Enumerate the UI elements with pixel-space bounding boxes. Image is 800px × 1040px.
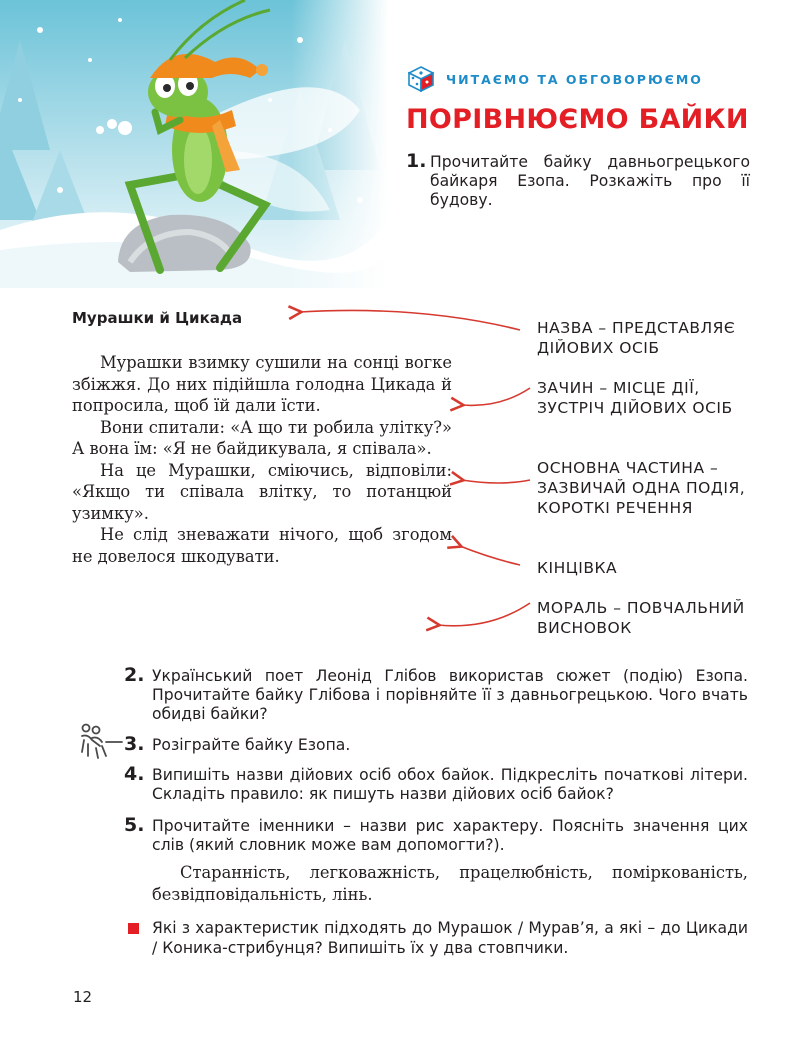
fable-paragraph: Вони спитали: «А що ти робила улітку?» А вона їм: «Я не байдикувала, я співала».: [72, 417, 452, 458]
task-number: 5.: [124, 814, 145, 836]
traits-list: Старанність, легковажність, працелюбність, поміркованість, безвідповідальність, лінь.: [152, 863, 748, 904]
arrow-moral: [438, 603, 530, 626]
task-text: Прочитайте іменники – назви рис характеру. Поясніть значення цих слів (який словник може вам допомогти?).: [152, 817, 748, 854]
page-title: ПОРІВНЮЄМО БАЙКИ: [406, 104, 749, 135]
task-4: [124, 763, 748, 804]
arrow-main: [462, 480, 530, 483]
fable-paragraph: Мурашки взимку сушили на сонці вогке збіжжя. До них підійшла голодна Цикада й попросила, щоб їй дали їсти.: [72, 353, 452, 415]
task-number: 4.: [124, 763, 145, 785]
fable-title: Мурашки й Цикада: [72, 309, 243, 327]
fable-paragraph: На це Мурашки, сміючись, відповіли: «Якщо ти співала влітку, то потанцюй узимку».: [72, 460, 452, 523]
task-1: [406, 150, 750, 210]
arrow-beginning: [462, 388, 530, 405]
grasshopper-illustration: [0, 0, 388, 288]
task-number: 3.: [124, 733, 145, 755]
note-title: НАЗВА – ПРЕДСТАВЛЯЄ ДІЙОВИХ ОСІБ: [537, 319, 736, 357]
section-label: [408, 66, 703, 92]
task-text: Український поет Леонід Глібов використав сюжет (подію) Езопа. Прочитайте байку Глібова і порівняйте її з давньогрецькою. Чого вчать обидві байки?: [152, 667, 748, 723]
bullet-task: [152, 919, 748, 958]
task-text: Випишіть назви дійових осіб обох байок. Підкресліть початкові літери. Складіть правило: як пишуть назви дійових осіб байок?: [152, 766, 748, 803]
note-ending: КІНЦІВКА: [537, 559, 618, 577]
task-number: 1.: [406, 150, 427, 172]
arrow-title: [300, 310, 520, 330]
task-5: [124, 814, 748, 855]
bullet-task-text: Які з характеристик підходять до Мурашок / Мурав’я, а які – до Цикади / Коника-стрибунця? Випишіть їх у два стовпчики.: [152, 919, 748, 957]
fable-paragraph: Не слід зневажати нічого, щоб згодом не довелося шкодувати.: [72, 525, 452, 566]
dice-icon: [408, 66, 434, 92]
role-play-icon: [76, 722, 124, 762]
task-text: Розіграйте байку Езопа.: [152, 736, 351, 754]
task-number: 2.: [124, 664, 145, 686]
arrow-ending: [460, 546, 520, 565]
note-beginning: ЗАЧИН – МІСЦЕ ДІЇ, ЗУСТРІЧ ДІЙОВИХ ОСІБ: [537, 379, 733, 417]
red-square-bullet-icon: [128, 923, 139, 934]
task-3: [124, 733, 748, 755]
note-main-part: ОСНОВНА ЧАСТИНА – ЗАЗВИЧАЙ ОДНА ПОДІЯ, КОРОТКІ РЕЧЕННЯ: [537, 459, 746, 517]
page-number: 12: [73, 988, 93, 1006]
fable-text: [72, 352, 452, 567]
note-moral: МОРАЛЬ – ПОВЧАЛЬНИЙ ВИСНОВОК: [537, 599, 745, 637]
section-label-text: ЧИТАЄМО ТА ОБГОВОРЮЄМО: [446, 71, 703, 87]
task-2: [124, 664, 748, 724]
task-text: Прочитайте байку давньогрецького байкаря Езопа. Розкажіть про її будову.: [430, 153, 750, 209]
